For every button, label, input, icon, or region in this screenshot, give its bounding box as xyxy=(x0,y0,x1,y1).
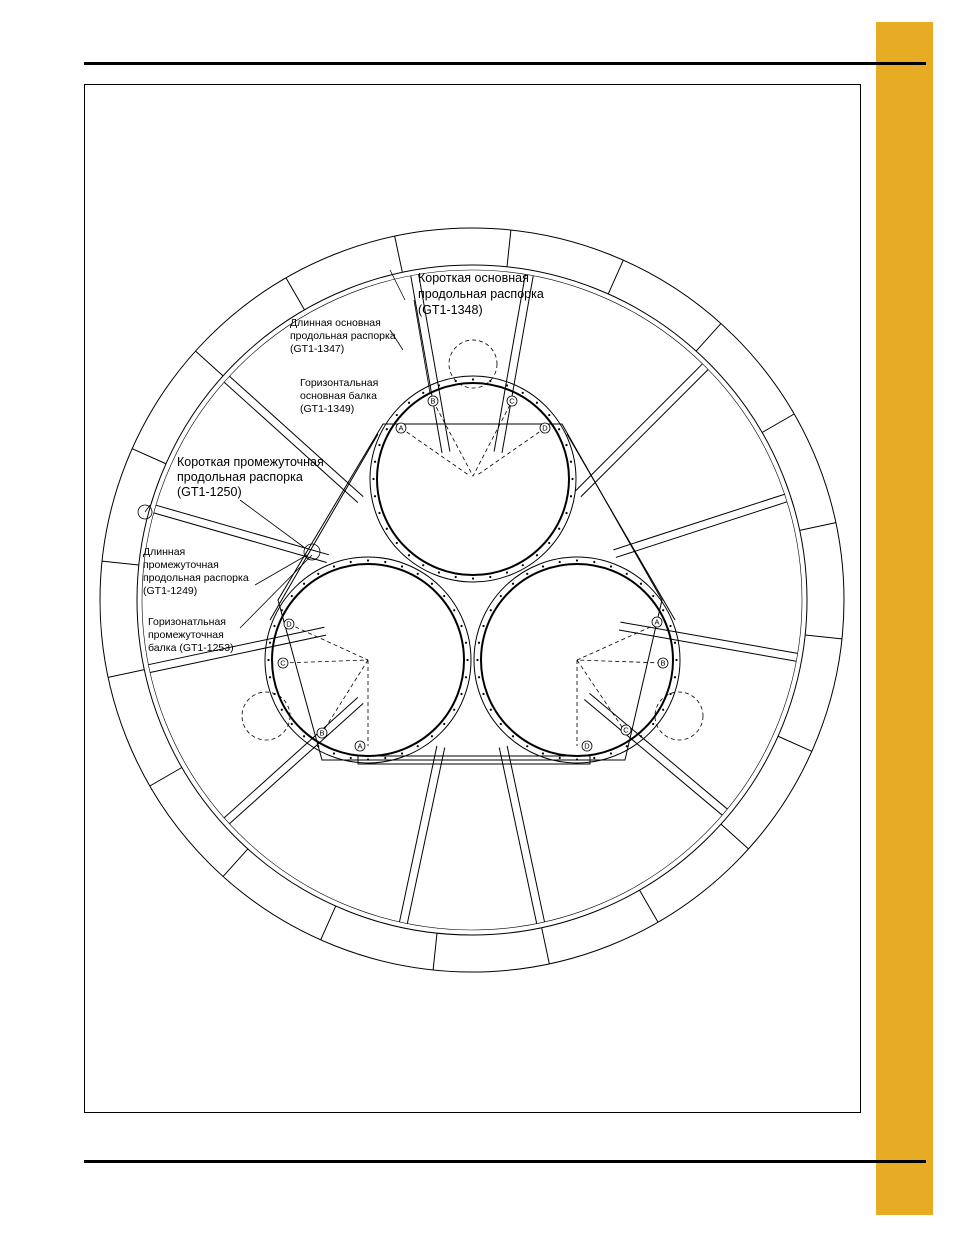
svg-text:продольная распорка: продольная распорка xyxy=(143,572,249,584)
bolt-hole xyxy=(626,573,628,575)
radial-strut xyxy=(399,746,436,922)
bolt-hole xyxy=(408,554,410,556)
bolt-hole xyxy=(482,625,484,627)
bolt-hole xyxy=(526,573,528,575)
bolt-hole xyxy=(422,564,424,566)
ring-segment-mark xyxy=(696,324,721,351)
radial-strut xyxy=(507,746,544,922)
radial-strut xyxy=(224,697,358,817)
svg-text:(GT1-1349): (GT1-1349) xyxy=(300,403,355,415)
bolt-hole xyxy=(269,676,271,678)
bolt-hole xyxy=(506,384,508,386)
bolt-hole xyxy=(408,402,410,404)
hole-letter-marker xyxy=(355,741,365,751)
bolt-holes xyxy=(267,378,677,760)
radial-struts xyxy=(148,274,797,923)
ring-segment-mark xyxy=(196,351,223,376)
svg-text:продольная распорка: продольная распорка xyxy=(177,470,303,484)
bolt-hole xyxy=(570,461,572,463)
hole-letter-marker xyxy=(540,423,550,433)
bolt-hole xyxy=(401,752,403,754)
svg-text:Длинная: Длинная xyxy=(143,546,186,558)
radial-strut xyxy=(502,276,533,453)
svg-text:B: B xyxy=(660,658,666,668)
bolt-hole xyxy=(674,676,676,678)
bolt-hole xyxy=(536,402,538,404)
bolt-hole xyxy=(386,528,388,530)
bolt-hole xyxy=(372,478,374,480)
ring-segment-mark xyxy=(108,670,144,678)
inner-ring xyxy=(137,265,807,935)
bolt-hole xyxy=(378,444,380,446)
hole-letter-marker xyxy=(317,728,327,738)
hole-letter-marker xyxy=(658,658,668,668)
ring-segment-mark xyxy=(542,928,550,964)
bolt-hole xyxy=(401,565,403,567)
bolt-hole xyxy=(526,745,528,747)
ring-segment-mark xyxy=(721,824,748,849)
bolt-hole xyxy=(417,745,419,747)
label-long-main-strut xyxy=(290,317,396,355)
svg-text:продольная распорка: продольная распорка xyxy=(418,287,544,301)
bolt-hole xyxy=(472,577,474,579)
hole-letter-markers xyxy=(278,396,668,751)
outer-ring xyxy=(100,228,844,972)
hole-letter-marker xyxy=(278,658,288,668)
svg-text:Горизонатльная: Горизонатльная xyxy=(148,616,226,628)
svg-text:(GT1-1249): (GT1-1249) xyxy=(143,585,198,597)
bolt-hole xyxy=(465,676,467,678)
bolt-hole xyxy=(431,583,433,585)
bolt-hole xyxy=(500,595,502,597)
radial-strut xyxy=(620,622,797,653)
svg-text:A: A xyxy=(398,423,404,433)
ring-segment-mark xyxy=(778,736,812,751)
bolt-hole xyxy=(273,625,275,627)
bolt-hole xyxy=(482,693,484,695)
bolt-hole xyxy=(291,723,293,725)
svg-text:промежуточная: промежуточная xyxy=(143,559,219,571)
bolt-hole xyxy=(367,758,369,760)
bolt-hole xyxy=(489,576,491,578)
label-horizontal-main-beam xyxy=(300,377,378,415)
bolt-hole xyxy=(460,693,462,695)
bolt-hole xyxy=(374,495,376,497)
bolt-hole xyxy=(669,693,671,695)
bolt-hole xyxy=(536,554,538,556)
svg-text:D: D xyxy=(286,619,292,629)
bolt-hole xyxy=(490,709,492,711)
ring-segment-mark xyxy=(762,414,794,433)
bolt-hole xyxy=(576,559,578,561)
bolt-hole xyxy=(674,642,676,644)
bolt-hole xyxy=(669,625,671,627)
bolt-hole xyxy=(438,384,440,386)
bolt-hole xyxy=(417,573,419,575)
svg-text:A: A xyxy=(654,617,660,627)
svg-text:C: C xyxy=(509,396,515,406)
bolt-hole xyxy=(476,659,478,661)
radial-strut xyxy=(616,502,787,558)
svg-text:Короткая промежуточная: Короткая промежуточная xyxy=(177,455,324,469)
radial-strut xyxy=(581,369,708,496)
bolt-hole xyxy=(610,565,612,567)
bolt-hole xyxy=(333,752,335,754)
bolt-hole xyxy=(367,559,369,561)
bolt-hole xyxy=(472,378,474,380)
triangle-frame xyxy=(278,424,662,760)
svg-text:D: D xyxy=(584,741,590,751)
bolt-hole xyxy=(610,752,612,754)
bolt-hole xyxy=(565,512,567,514)
hole-letter-marker xyxy=(284,619,294,629)
bolt-hole xyxy=(542,752,544,754)
bolt-hole xyxy=(593,757,595,759)
bolt-hole xyxy=(438,571,440,573)
hole-letter-marker xyxy=(621,725,631,735)
bolt-hole xyxy=(465,642,467,644)
bolt-hole xyxy=(453,609,455,611)
bolt-hole xyxy=(570,495,572,497)
hole-letter-marker xyxy=(428,396,438,406)
ring-segment-mark xyxy=(132,449,166,464)
bolt-hole xyxy=(317,745,319,747)
bolt-hole xyxy=(269,642,271,644)
bolt-hole xyxy=(396,414,398,416)
bolt-hole xyxy=(378,512,380,514)
bolt-hole xyxy=(652,723,654,725)
svg-text:Горизонтальная: Горизонтальная xyxy=(300,377,379,389)
bolt-hole xyxy=(593,561,595,563)
svg-text:(GT1-1347): (GT1-1347) xyxy=(290,343,345,355)
bolt-hole xyxy=(273,693,275,695)
radial-strut xyxy=(407,748,444,924)
bolt-hole xyxy=(489,380,491,382)
bolt-hole xyxy=(565,444,567,446)
bolt-hole xyxy=(522,392,524,394)
ring-segment-mark xyxy=(433,933,437,970)
radial-strut xyxy=(613,494,784,550)
bolt-hole xyxy=(350,561,352,563)
bolt-hole xyxy=(512,735,514,737)
radial-strut xyxy=(619,630,796,661)
label-short-intermediate-strut xyxy=(177,455,324,499)
ring-segment-marks xyxy=(102,230,842,970)
bolt-hole xyxy=(558,428,560,430)
svg-text:C: C xyxy=(623,725,629,735)
bolt-hole xyxy=(453,709,455,711)
ring-segment-mark xyxy=(102,561,139,565)
ring-segment-mark xyxy=(640,890,659,922)
bolt-hole xyxy=(281,709,283,711)
bolt-hole xyxy=(506,571,508,573)
ring-segment-mark xyxy=(321,906,336,940)
label-horizontal-intermediate-beam xyxy=(148,616,234,654)
bolt-hole xyxy=(384,757,386,759)
svg-text:Длинная основная: Длинная основная xyxy=(290,317,381,329)
ring-segment-mark xyxy=(507,230,511,267)
hole-letter-marker xyxy=(396,423,406,433)
ring-segment-mark xyxy=(286,278,305,310)
bolt-hole xyxy=(333,565,335,567)
ring-segment-mark xyxy=(608,260,623,294)
bolt-hole xyxy=(386,428,388,430)
hole-letter-marker xyxy=(582,741,592,751)
radial-strut xyxy=(499,748,536,924)
top-hopper xyxy=(377,383,569,575)
bolt-hole xyxy=(281,609,283,611)
bolt-hole xyxy=(512,583,514,585)
bolt-hole xyxy=(443,723,445,725)
svg-text:балка (GT1-1253): балка (GT1-1253) xyxy=(148,642,234,654)
label-short-main-strut xyxy=(418,271,544,317)
bolt-hole xyxy=(559,561,561,563)
bolt-hole xyxy=(478,642,480,644)
bolt-hole xyxy=(455,380,457,382)
bolt-hole xyxy=(303,735,305,737)
svg-text:промежуточная: промежуточная xyxy=(148,629,224,641)
bolt-hole xyxy=(460,625,462,627)
bolt-hole xyxy=(267,659,269,661)
bolt-hole xyxy=(675,659,677,661)
label-long-intermediate-strut xyxy=(143,546,249,597)
bolt-hole xyxy=(571,478,573,480)
svg-text:B: B xyxy=(430,396,436,406)
svg-text:основная балка: основная балка xyxy=(300,390,377,402)
bolt-hole xyxy=(626,745,628,747)
ring-segment-mark xyxy=(150,768,182,787)
bolt-hole xyxy=(317,573,319,575)
ring-segment-mark xyxy=(805,635,842,639)
bolt-hole xyxy=(640,583,642,585)
ring-segment-mark xyxy=(223,849,248,876)
radial-strut xyxy=(575,364,702,491)
hole-letter-marker xyxy=(507,396,517,406)
bolt-hole xyxy=(542,565,544,567)
bolt-hole xyxy=(522,564,524,566)
ring-segment-mark xyxy=(395,236,403,272)
bolt-hole xyxy=(490,609,492,611)
bolt-hole xyxy=(640,735,642,737)
svg-text:C: C xyxy=(280,658,286,668)
svg-text:Короткая основная: Короткая основная xyxy=(418,271,529,285)
radial-strut xyxy=(229,703,363,823)
bolt-hole xyxy=(455,576,457,578)
bolt-hole xyxy=(548,414,550,416)
bolt-hole xyxy=(443,595,445,597)
svg-text:(GT1-1250): (GT1-1250) xyxy=(177,485,242,499)
svg-text:продольная распорка: продольная распорка xyxy=(290,330,396,342)
bolt-hole xyxy=(548,542,550,544)
bolt-hole xyxy=(662,609,664,611)
bolt-hole xyxy=(422,392,424,394)
bolt-hole xyxy=(431,735,433,737)
bolt-hole xyxy=(662,709,664,711)
bolt-hole xyxy=(652,595,654,597)
inner-ring-2 xyxy=(142,270,802,930)
bolt-hole xyxy=(350,757,352,759)
top-hopper-flange xyxy=(370,376,576,582)
bolt-hole xyxy=(558,528,560,530)
svg-text:D: D xyxy=(542,423,548,433)
bolt-hole xyxy=(374,461,376,463)
ring-segment-mark xyxy=(800,523,836,531)
bolt-hole xyxy=(291,595,293,597)
bolt-hole xyxy=(500,723,502,725)
bolt-hole xyxy=(303,583,305,585)
bolt-hole xyxy=(396,542,398,544)
svg-text:A: A xyxy=(357,741,363,751)
bolt-hole xyxy=(384,561,386,563)
svg-text:(GT1-1348): (GT1-1348) xyxy=(418,303,483,317)
svg-text:B: B xyxy=(319,728,325,738)
hole-letter-marker xyxy=(652,617,662,627)
bolt-hole xyxy=(576,758,578,760)
bolt-hole xyxy=(466,659,468,661)
bolt-hole xyxy=(478,676,480,678)
bolt-hole xyxy=(559,757,561,759)
